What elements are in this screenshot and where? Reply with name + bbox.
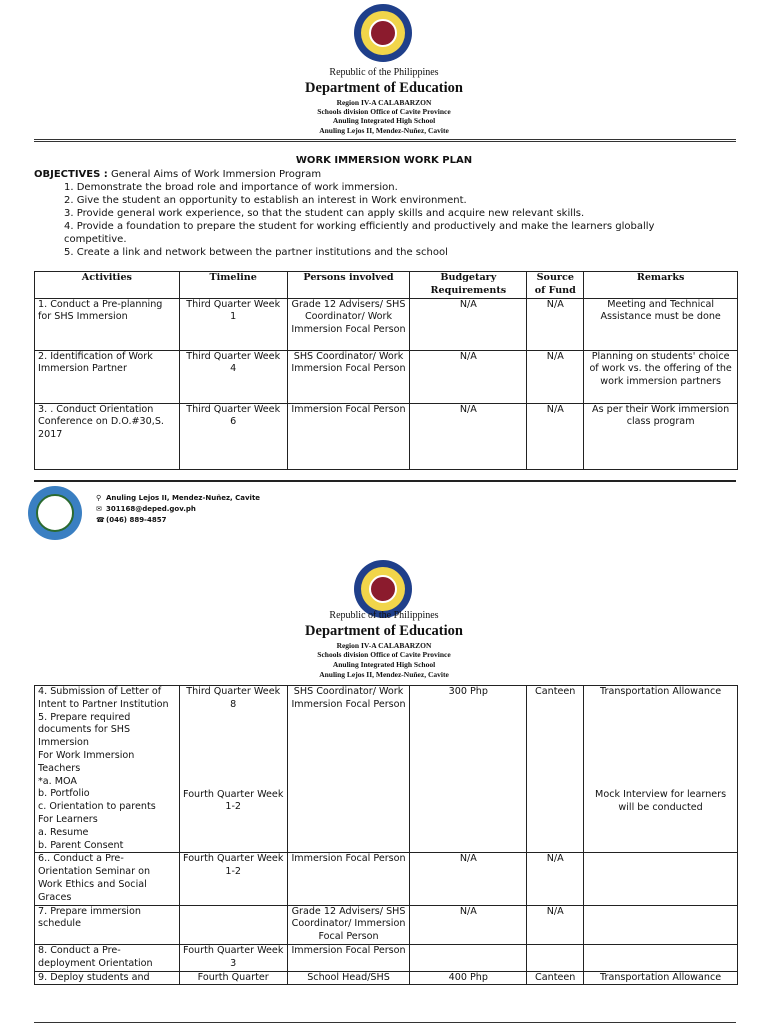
bottom-rule (34, 1022, 736, 1023)
envelope-icon: ✉ (96, 505, 102, 513)
republic-text: Republic of the Philippines (329, 67, 439, 78)
region-text: Region IV-A CALABARZON (336, 98, 432, 107)
cell-fund (527, 944, 584, 971)
table-row (35, 905, 738, 944)
footer-rule (34, 480, 736, 482)
activity-item: 5. Prepare required documents for SHS Immersion (38, 711, 131, 749)
cell-fund: N/A (527, 403, 584, 469)
cell-timeline (179, 686, 287, 853)
col-header: Timeline (179, 272, 287, 299)
work-plan-table-2 (34, 685, 738, 985)
cell-budget: N/A (410, 853, 527, 905)
remarks-text: Mock Interview for learners will be conducted (595, 788, 727, 813)
objectives-label: OBJECTIVES : (34, 169, 108, 180)
objective-item: 3. Provide general work experience, so that the student can apply skills and acquire new relevant skills. (64, 208, 585, 219)
cell-fund: N/A (527, 853, 584, 905)
doc-title: WORK IMMERSION WORK PLAN (295, 155, 473, 166)
table-row (35, 944, 738, 971)
cell-persons: Immersion Focal Person (287, 403, 410, 469)
table-row (35, 686, 738, 853)
cell-persons: Grade 12 Advisers/ SHS Coordinator/ Immersion Focal Person (287, 905, 410, 944)
col-header: Budgetary Requirements (410, 272, 527, 299)
republic-text: Republic of the Philippines (329, 610, 439, 621)
cell-budget: N/A (410, 298, 527, 350)
cell-persons: SHS Coordinator/ Work Immersion Focal Person (287, 686, 410, 853)
objective-item-continued: competitive. (64, 234, 127, 245)
cell-fund: N/A (527, 298, 584, 350)
activity-subitem: c. Orientation to parents (38, 801, 156, 813)
division-text: Schools division Office of Cavite Province (317, 650, 451, 659)
cell-fund: Canteen (527, 686, 584, 853)
cell-persons: Immersion Focal Person (287, 944, 410, 971)
cell-remarks (584, 853, 738, 905)
table-row (35, 350, 738, 403)
cell-remarks: Transportation Allowance (584, 971, 738, 985)
cell-fund: N/A (527, 350, 584, 403)
cell-remarks (584, 686, 738, 853)
cell-activity: 1. Conduct a Pre-planning for SHS Immersion (35, 298, 180, 350)
cell-timeline (179, 905, 287, 944)
cell-timeline: Third Quarter Week 6 (179, 403, 287, 469)
activity-subheading: For Work Immersion Teachers (38, 749, 135, 774)
table-row (35, 403, 738, 469)
objectives-block (34, 168, 734, 259)
table-row (35, 971, 738, 985)
cell-persons: SHS Coordinator/ Work Immersion Focal Person (287, 350, 410, 403)
cell-remarks (584, 944, 738, 971)
footer-phone: (046) 889-4857 (106, 516, 167, 524)
cell-budget: N/A (410, 905, 527, 944)
cell-remarks (584, 905, 738, 944)
header-rule (34, 139, 736, 142)
cell-budget: N/A (410, 403, 527, 469)
school-logo (28, 486, 82, 540)
footer-email: 301168@deped.gov.ph (106, 505, 196, 513)
department-title: Department of Education (305, 80, 463, 96)
table-row (35, 853, 738, 905)
cell-remarks: As per their Work immersion class program (584, 403, 738, 469)
col-header: Persons involved (287, 272, 410, 299)
footer-address: Anuling Lejos II, Mendez-Nuñez, Cavite (106, 494, 261, 502)
cell-persons: School Head/SHS (287, 971, 410, 985)
cell-activity: 9. Deploy students and (35, 971, 180, 985)
cell-budget (410, 944, 527, 971)
footer-contact (96, 493, 260, 526)
cell-timeline: Fourth Quarter Week 3 (179, 944, 287, 971)
col-header: Activities (35, 272, 180, 299)
cell-budget: 300 Php (410, 686, 527, 853)
cell-persons: Immersion Focal Person (287, 853, 410, 905)
cell-timeline: Fourth Quarter (179, 971, 287, 985)
telephone-icon: ☎ (96, 516, 105, 524)
activity-subheading: For Learners (38, 813, 98, 825)
col-header: Source of Fund (527, 272, 584, 299)
timeline-text: Fourth Quarter Week 1-2 (183, 788, 284, 813)
table-row (35, 298, 738, 350)
cell-activity (35, 686, 180, 853)
address-text: Anuling Lejos II, Mendez-Nuñez, Cavite (319, 670, 449, 679)
objective-item: 5. Create a link and network between the partner institutions and the school (64, 247, 448, 258)
activity-subitem: a. Resume (38, 826, 89, 838)
col-header: Remarks (584, 272, 738, 299)
objective-item: 2. Give the student an opportunity to establish an interest in Work environment. (64, 195, 467, 206)
cell-fund: N/A (527, 905, 584, 944)
objectives-intro: General Aims of Work Immersion Program (111, 169, 322, 180)
deped-seal (354, 4, 412, 62)
activity-subitem: b. Parent Consent (38, 839, 124, 851)
cell-fund: Canteen (527, 971, 584, 985)
address-text: Anuling Lejos II, Mendez-Nuñez, Cavite (319, 126, 449, 135)
location-pin-icon: ⚲ (96, 494, 102, 502)
cell-persons: Grade 12 Advisers/ SHS Coordinator/ Work Immersion Focal Person (287, 298, 410, 350)
cell-timeline: Third Quarter Week 1 (179, 298, 287, 350)
region-text: Region IV-A CALABARZON (336, 641, 432, 650)
cell-activity: 3. . Conduct Orientation Conference on D.O.#30,S. 2017 (35, 403, 180, 469)
objective-item: 4. Provide a foundation to prepare the student for working efficiently and productively and make the learners globally (64, 221, 655, 232)
cell-activity: 8. Conduct a Pre-deployment Orientation (35, 944, 180, 971)
cell-remarks: Planning on students' choice of work vs. the offering of the work immersion partners (584, 350, 738, 403)
cell-timeline: Fourth Quarter Week 1-2 (179, 853, 287, 905)
objective-item: 1. Demonstrate the broad role and importance of work immersion. (64, 182, 398, 193)
cell-activity: 6.. Conduct a Pre-Orientation Seminar on Work Ethics and Social Graces (35, 853, 180, 905)
remarks-text: Transportation Allowance (600, 686, 722, 697)
activity-subitem: *a. MOA (38, 775, 77, 787)
work-plan-table-1 (34, 271, 738, 470)
activity-subitem: b. Portfolio (38, 788, 90, 800)
department-title: Department of Education (305, 623, 463, 639)
cell-budget: 400 Php (410, 971, 527, 985)
cell-budget: N/A (410, 350, 527, 403)
cell-remarks: Meeting and Technical Assistance must be done (584, 298, 738, 350)
table-header-row (35, 272, 738, 299)
cell-timeline: Third Quarter Week 4 (179, 350, 287, 403)
division-text: Schools division Office of Cavite Province (317, 107, 451, 116)
activity-item: 4. Submission of Letter of Intent to Partner Institution (38, 686, 169, 710)
cell-activity: 2. Identification of Work Immersion Partner (35, 350, 180, 403)
timeline-text: Third Quarter Week 8 (186, 686, 281, 710)
cell-activity: 7. Prepare immersion schedule (35, 905, 180, 944)
school-text: Anuling Integrated High School (332, 116, 436, 125)
school-text: Anuling Integrated High School (332, 660, 436, 669)
